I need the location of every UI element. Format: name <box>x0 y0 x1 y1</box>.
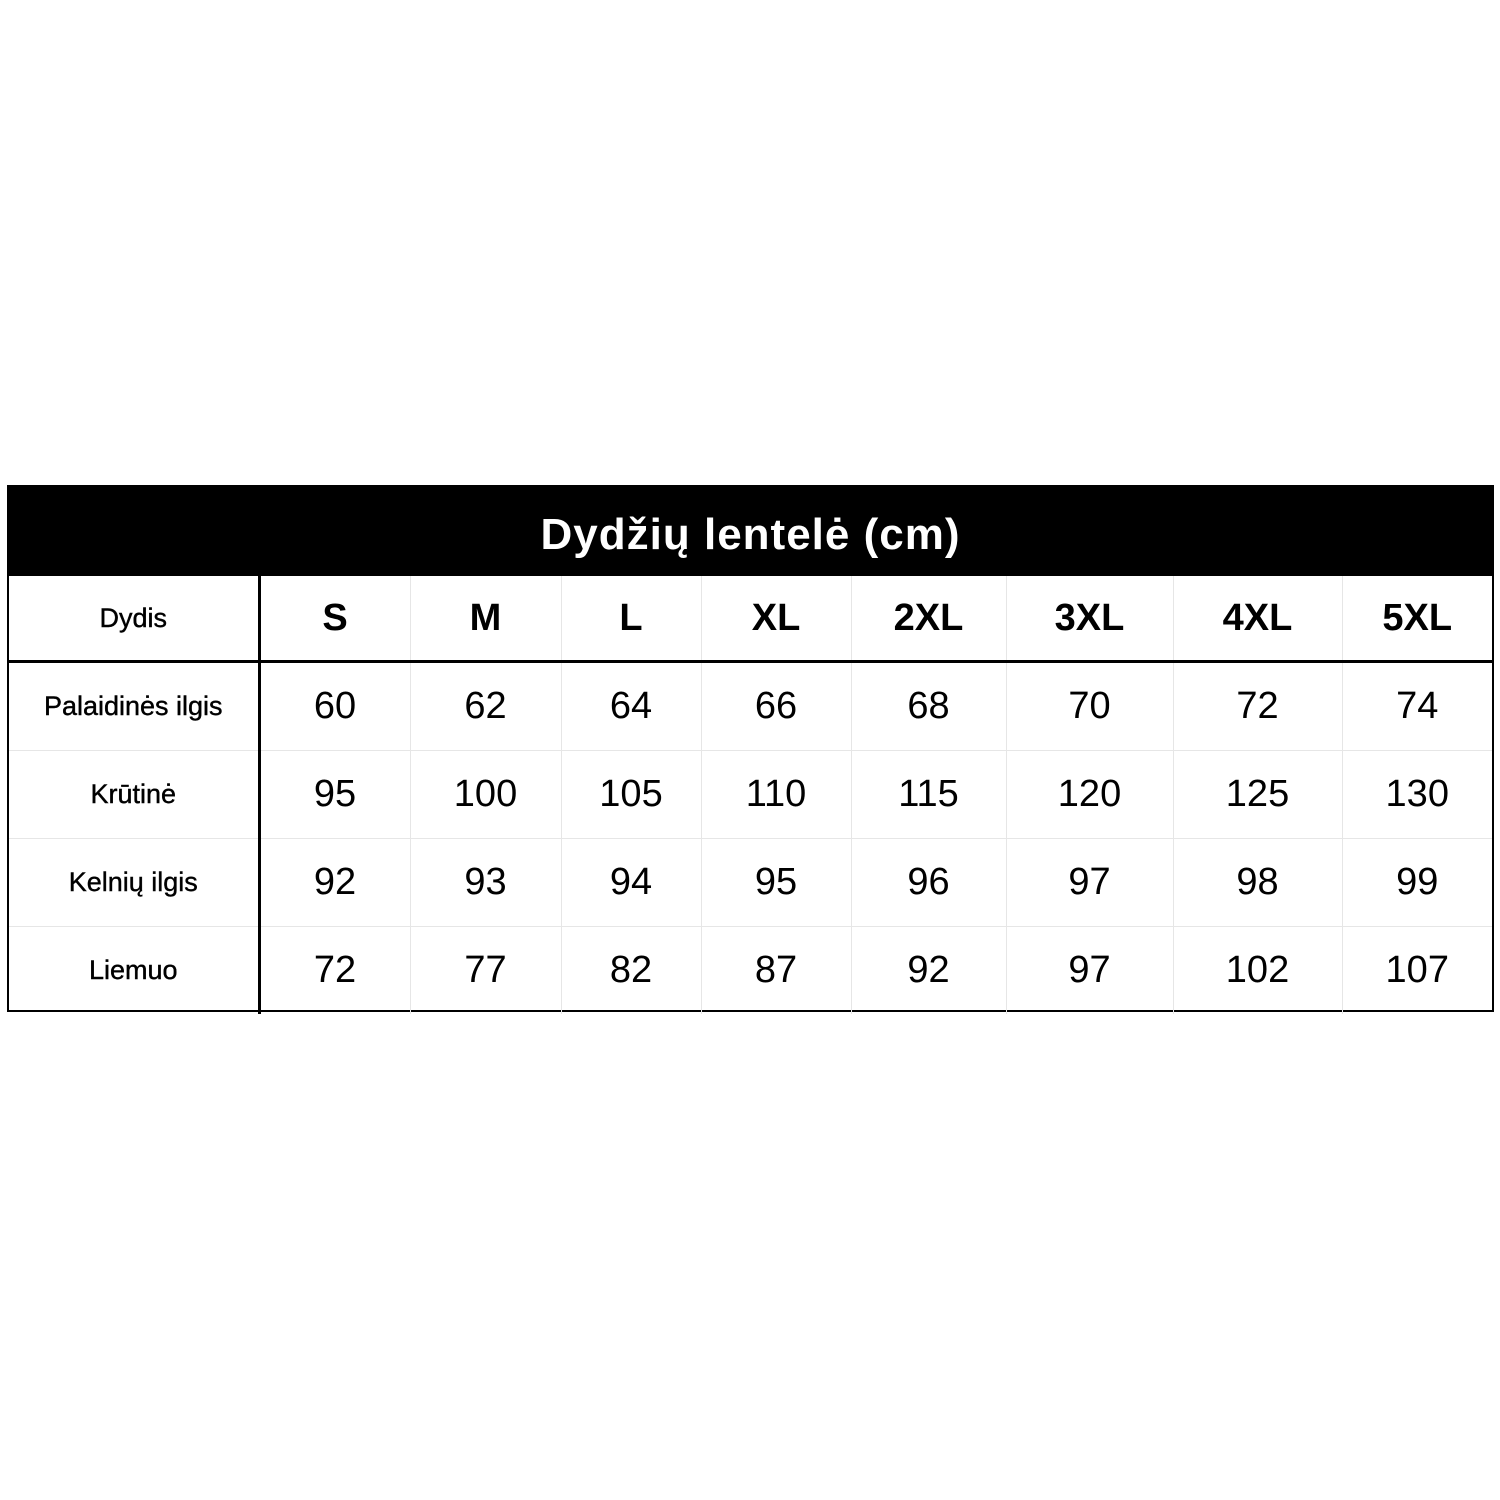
table-cell: 72 <box>1173 662 1342 751</box>
table-cell: 92 <box>851 927 1006 1015</box>
table-cell: 68 <box>851 662 1006 751</box>
table-cell: 107 <box>1342 927 1492 1015</box>
table-cell: 96 <box>851 839 1006 927</box>
title-bar <box>9 487 1492 576</box>
table-cell: 77 <box>410 927 561 1015</box>
table-cell: 66 <box>701 662 851 751</box>
header-label-dydis: Dydis <box>9 576 259 662</box>
table-cell: 102 <box>1173 927 1342 1015</box>
size-header-5xl: 5XL <box>1342 576 1492 662</box>
table-row <box>9 751 1492 839</box>
row-label: Liemuo <box>9 927 259 1015</box>
table-cell: 105 <box>561 751 701 839</box>
table-cell: 99 <box>1342 839 1492 927</box>
size-header-m: M <box>410 576 561 662</box>
header-row <box>9 576 1492 662</box>
table-cell: 110 <box>701 751 851 839</box>
row-label: Kelnių ilgis <box>9 839 259 927</box>
size-header-l: L <box>561 576 701 662</box>
table-cell: 72 <box>259 927 410 1015</box>
table-cell: 120 <box>1006 751 1173 839</box>
table-cell: 62 <box>410 662 561 751</box>
table-cell: 130 <box>1342 751 1492 839</box>
table-cell: 97 <box>1006 839 1173 927</box>
table-row <box>9 662 1492 751</box>
size-header-2xl: 2XL <box>851 576 1006 662</box>
table-cell: 92 <box>259 839 410 927</box>
table-cell: 115 <box>851 751 1006 839</box>
table-cell: 82 <box>561 927 701 1015</box>
table-cell: 100 <box>410 751 561 839</box>
table-cell: 60 <box>259 662 410 751</box>
table-cell: 94 <box>561 839 701 927</box>
size-header-xl: XL <box>701 576 851 662</box>
table-cell: 95 <box>259 751 410 839</box>
table-cell: 70 <box>1006 662 1173 751</box>
size-table <box>9 576 1492 1014</box>
size-header-4xl: 4XL <box>1173 576 1342 662</box>
table-cell: 97 <box>1006 927 1173 1015</box>
table-cell: 98 <box>1173 839 1342 927</box>
table-cell: 74 <box>1342 662 1492 751</box>
table-row <box>9 839 1492 927</box>
table-cell: 64 <box>561 662 701 751</box>
table-cell: 95 <box>701 839 851 927</box>
size-header-s: S <box>259 576 410 662</box>
row-label: Krūtinė <box>9 751 259 839</box>
chart-title: Dydžių lentelė (cm) <box>540 509 961 559</box>
table-cell: 87 <box>701 927 851 1015</box>
table-cell: 93 <box>410 839 561 927</box>
size-header-3xl: 3XL <box>1006 576 1173 662</box>
table-body <box>9 576 1492 1014</box>
table-row <box>9 927 1492 1015</box>
table-cell: 125 <box>1173 751 1342 839</box>
row-label: Palaidinės ilgis <box>9 662 259 751</box>
size-chart <box>7 485 1494 1012</box>
